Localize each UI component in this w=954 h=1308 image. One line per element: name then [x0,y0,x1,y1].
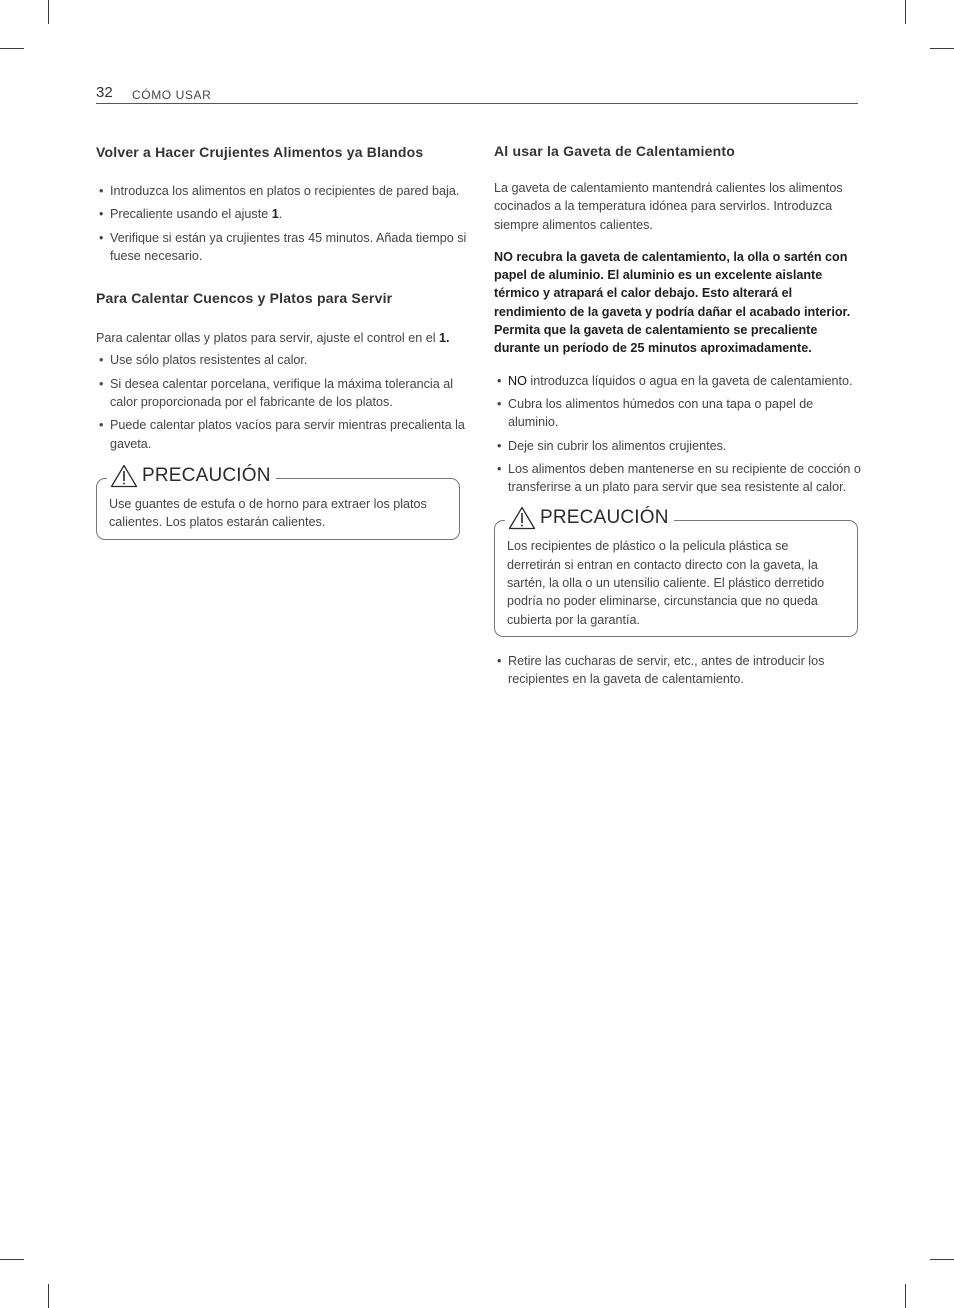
crop-mark [905,0,906,24]
caution-header [107,464,276,488]
warning-aluminum: NO recubra la gaveta de calentamiento, la olla o sartén con papel de aluminio. El aluminio es un excelente aislante térmico y atrapará el calor debajo. Esto alterará el rendimiento de la gaveta y podría dañar el acabado interior. [494,249,851,319]
list-item: • Use sólo platos resistentes al calor. [96,351,468,369]
warning-triangle-icon [110,464,138,488]
section-title-warm-dishes: Para Calentar Cuencos y Platos para Servir [96,290,393,307]
warning-triangle-icon [508,506,536,530]
crop-mark [930,1259,954,1260]
page-header [96,84,858,104]
caution-box [494,507,858,636]
list-item: • Verifique si están ya crujientes tras 45 minutos. Añada tiempo si fuese necesario. [96,229,468,266]
bullet-list-warming-drawer [494,372,862,497]
list-item: • Precaliente usando el ajuste 1. [96,205,468,223]
right-column [494,142,862,694]
list-item: • Los alimentos deben mantenerse en su recipiente de cocción o transferirse a un plato para servir que sea resistente al calor. [494,460,862,497]
bullet-list-recrisp [96,182,468,265]
warming-drawer-intro: La gaveta de calentamiento mantendrá calientes los alimentos cocinados a la temperatura idónea para servirlos. Introduzca siempre alimentos calientes. [494,181,843,232]
warm-dishes-intro: Para calentar ollas y platos para servir, ajuste el control en el 1. [96,331,450,346]
list-item: • Puede calentar platos vacíos para servir mientras precalienta la gaveta. [96,416,468,453]
section-title-warming-drawer: Al usar la Gaveta de Calentamiento [494,143,735,159]
caution-title: PRECAUCIÓN [540,507,669,529]
crop-mark [0,1259,24,1260]
caution-title: PRECAUCIÓN [142,464,271,486]
bullet-list-serving-spoons [494,652,862,689]
list-item: • Deje sin cubrir los alimentos crujientes. [494,437,862,455]
list-item: • Retire las cucharas de servir, etc., antes de introducir los recipientes en la gaveta de calentamiento. [494,652,862,689]
list-item: • Si desea calentar porcelana, verifique la máxima tolerancia al calor proporcionada por el fabricante de los platos. [96,375,468,412]
page-number: 32 [96,84,113,101]
crop-mark [0,48,24,49]
list-item: • Introduzca los alimentos en platos o recipientes de pared baja. [96,182,468,200]
warning-preheat: Permita que la gaveta de calentamiento se precaliente durante un período de 25 minutos aproximadamente. [494,323,818,356]
crop-mark [48,1284,49,1308]
crop-mark [48,0,49,24]
section-name: CÓMO USAR [132,88,212,102]
left-column [96,142,468,540]
caution-header [505,506,674,530]
caution-text: Los recipientes de plástico o la pelicula plástica se derretirán si entran en contacto directo con la gaveta, la sartén, la olla o un utensilio caliente. El plástico derretido podría no poder eliminarse, circunstancia que no queda cubierta por la garantía. [507,539,825,627]
crop-mark [930,48,954,49]
section-title-recrisp: Volver a Hacer Crujientes Alimentos ya Blandos [96,144,424,160]
caution-box [96,464,460,540]
caution-text: Use guantes de estufa o de horno para extraer los platos calientes. Los platos estarán calientes. [109,496,427,530]
list-item: • NO introduzca líquidos o agua en la gaveta de calentamiento. [494,372,862,390]
bullet-list-warm-dishes [96,351,468,452]
list-item: • Cubra los alimentos húmedos con una tapa o papel de aluminio. [494,395,862,432]
crop-mark [905,1284,906,1308]
